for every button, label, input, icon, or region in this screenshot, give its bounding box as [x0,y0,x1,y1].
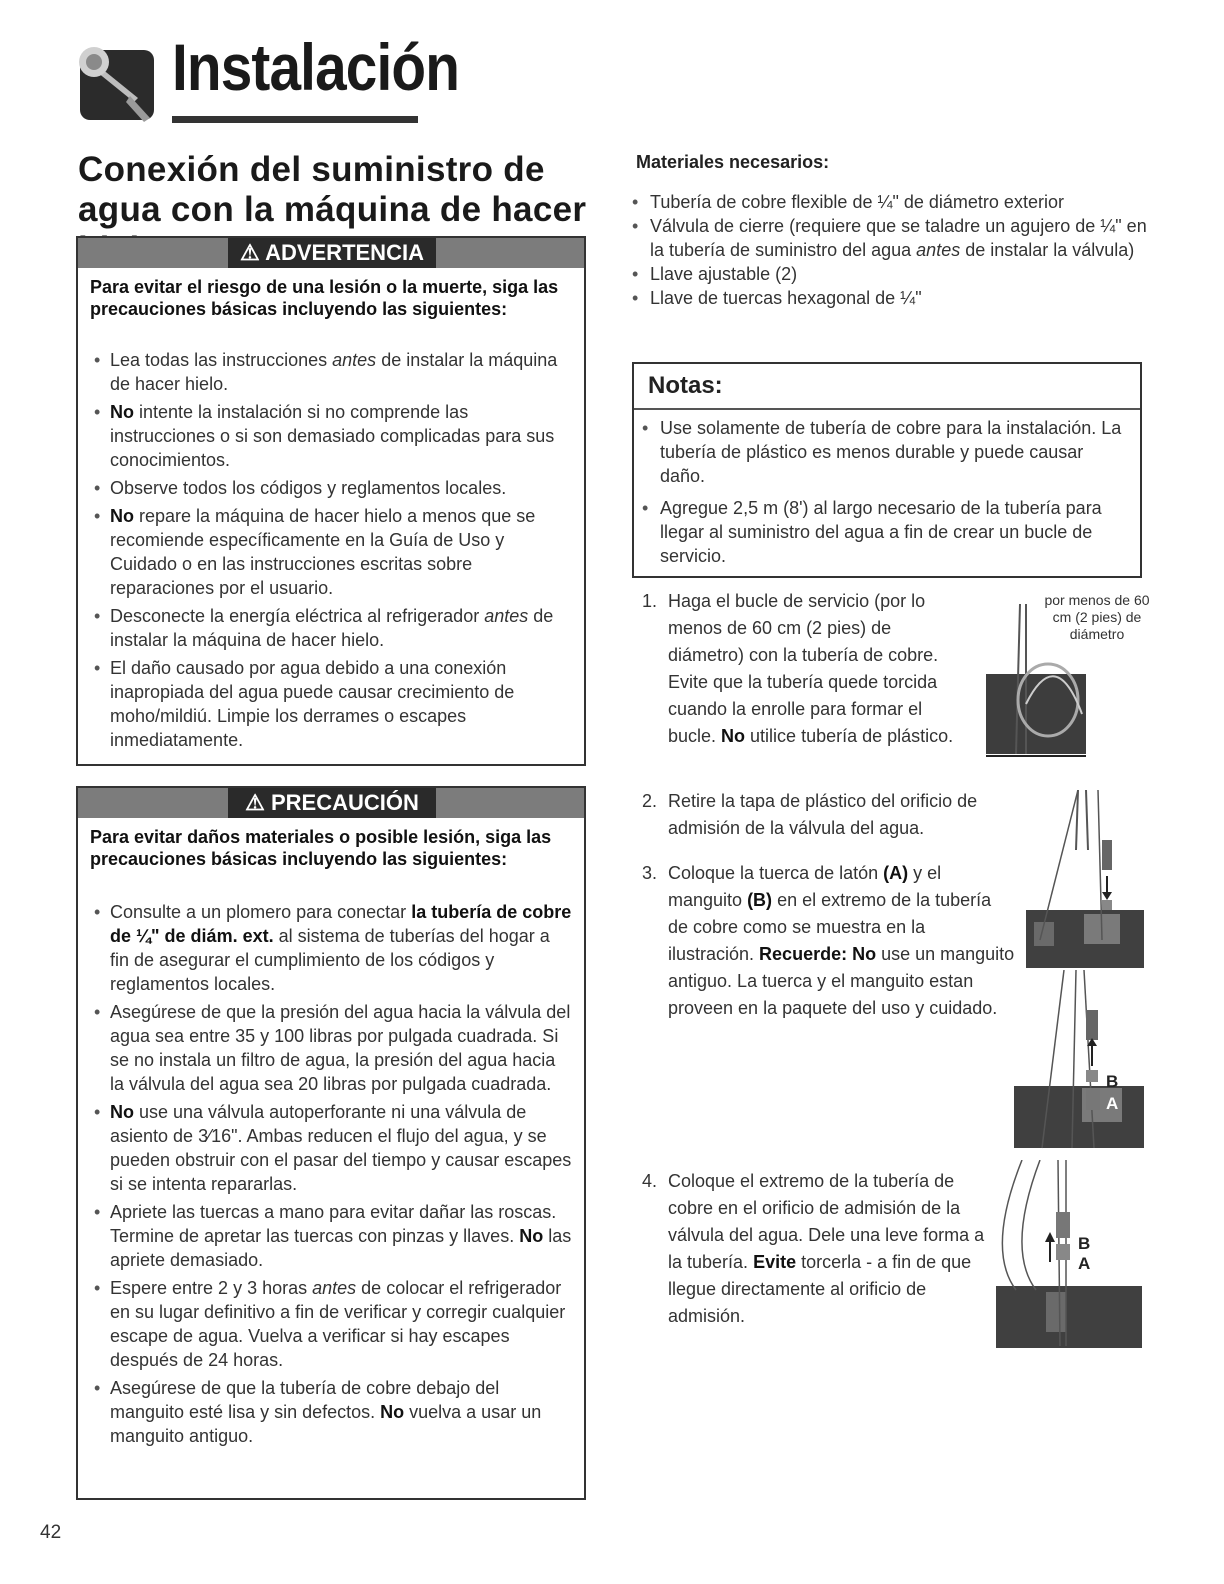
notes-rule [634,408,1140,410]
section-title: Conexión del suministro de agua con la máquina de hacer [78,150,587,229]
step-number: 3. [642,863,658,883]
caution-lead: Para evitar daños materiales o posible lesión, siga las precauciones básicas incluyendo las siguientes: [90,827,552,869]
page-header-title: Instalación [172,30,460,104]
step-number: 4. [642,1171,658,1191]
caution-item: • Espere entre 2 y 3 horas antes de colocar el refrigerador en su lugar definitivo a fin de verificar y corregir cualquier escape de agua. Vuelva a verificar si hay escapes después de 24 horas. [88,1276,572,1372]
materials-item: • Llave ajustable (2) [628,262,1148,286]
label-b: B [1106,1072,1119,1091]
step-number: 2. [642,791,658,811]
caution-item: • Consulte a un plomero para conectar la tubería de cobre de ¼" de diám. ext. al sistema de tuberías del hogar a fin de asegurar el cumplimiento de los códigos y reglamentos locales. [88,900,572,996]
nut-sleeve-illustration [1014,970,1144,1150]
caution-label-text: PRECAUCIÓN [270,790,419,815]
step-3 [642,860,1016,1022]
materials-item: • Llave de tuercas hexagonal de ¼" [628,286,1148,310]
materials-list [628,190,1148,310]
materials-item: • Tubería de cobre flexible de ¼" de diámetro exterior [628,190,1148,214]
connect-tube-illustration [996,1160,1142,1350]
label-a: A [1078,1254,1091,1273]
loop-diameter-caption: por menos de 60 cm (2 pies) de diámetro [1044,592,1150,642]
warning-item: • Observe todos los códigos y reglamentos locales. [88,476,572,500]
warning-box [76,236,586,766]
caution-item: • Apriete las tuercas a mano para evitar dañar las roscas. Termine de apretar las tuercas con pinzas y llaves. No las apriete demasiado. [88,1200,572,1272]
notes-list [638,416,1130,568]
caution-label [228,788,436,818]
warning-lead: Para evitar el riesgo de una lesión o la muerte, siga las precauciones básicas incluyendo las siguientes: [90,277,559,319]
caution-box [76,786,586,1500]
caution-triangle-icon: ⚠ [245,790,271,815]
warning-item: • No intente la instalación si no comprende las instrucciones o si son demasiado complicadas para sus conocimientos. [88,400,572,472]
warning-item: • Desconecte la energía eléctrica al refrigerador antes de instalar la máquina de hacer hielo. [88,604,572,652]
installation-wrench-icon [78,40,156,122]
materials-item: • Válvula de cierre (requiere que se taladre un agujero de ¼" en la tubería de suministro del agua antes de instalar la válvula) [628,214,1148,262]
label-b: B [1078,1234,1091,1253]
notes-item: • Use solamente de tubería de cobre para la instalación. La tubería de plástico es menos durable y puede causar daño. [638,416,1130,488]
header-rule [172,116,418,123]
step-text: Haga el bucle de servicio (por lo menos de 60 cm (2 pies) de diámetro) con la tubería de cobre. Evite que la tubería quede torcida cuando la enrolle para formar el bucle. No utilice tubería de plástico. [668,591,954,746]
warning-item: • Lea todas las instrucciones antes de instalar la máquina de hacer hielo. [88,348,572,396]
step-1 [642,588,958,750]
notes-title: Notas: [648,372,723,399]
caution-item: • No use una válvula autoperforante ni una válvula de asiento de 3⁄16". Ambas reducen el flujo del agua, y se pueden obstruir con el pasar del tiempo y causar escapes si se intenta repararlas. [88,1100,572,1196]
step-4 [642,1168,994,1330]
warning-triangle-icon: ⚠ [240,240,266,265]
notes-box [632,362,1142,578]
materials-title: Materiales necesarios: [636,152,830,172]
valve-intake-illustration [1026,790,1144,970]
step-text: Retire la tapa de plástico del orificio de admisión de la válvula del agua. [668,791,978,838]
step-2 [642,788,1002,842]
caution-item: • Asegúrese de que la presión del agua hacia la válvula del agua sea entre 35 y 100 libras por pulgada cuadrada. Si se no instala un filtro de agua, la presión del agua hacia la válvula del agua sea 20 libras por pulgada cuadrada. [88,1000,572,1096]
step-text: Coloque la tuerca de latón (A) y el manguito (B) en el extremo de la tubería de cobre como se muestra en la ilustración. Recuerde: No use un manguito antiguo. La tuerca y el manguito estan proveen en la paquete del uso y cuidado. [668,863,1015,1018]
step-text: Coloque el extremo de la tubería de cobre en el orificio de admisión de la válvula del agua. Dele una leve forma a la tubería. Evite torcerla - a fin de que llegue directamente al orificio de admisión. [668,1171,985,1326]
warning-item: • No repare la máquina de hacer hielo a menos que se recomiende específicamente en la Guía de Uso y Cuidado o en las instrucciones escritas sobre reparaciones por el usuario. [88,504,572,600]
step-number: 1. [642,591,658,611]
notes-item: • Agregue 2,5 m (8') al largo necesario de la tubería para llegar al suministro del agua a fin de crear un bucle de servicio. [638,496,1130,568]
service-loop-illustration [986,604,1086,764]
caution-list [88,900,572,1452]
warning-list [88,348,572,756]
warning-label [228,238,436,268]
warning-item: • El daño causado por agua debido a una conexión inapropiada del agua puede causar crecimiento de moho/mildiú. Limpie los derrames o escapes inmediatamente. [88,656,572,752]
warning-label-text: ADVERTENCIA [265,240,424,265]
caution-item: • Asegúrese de que la tubería de cobre debajo del manguito esté lisa y sin defectos. No vuelva a usar un manguito antiguo. [88,1376,572,1448]
label-a: A [1106,1094,1119,1113]
page-number: 42 [40,1522,62,1543]
